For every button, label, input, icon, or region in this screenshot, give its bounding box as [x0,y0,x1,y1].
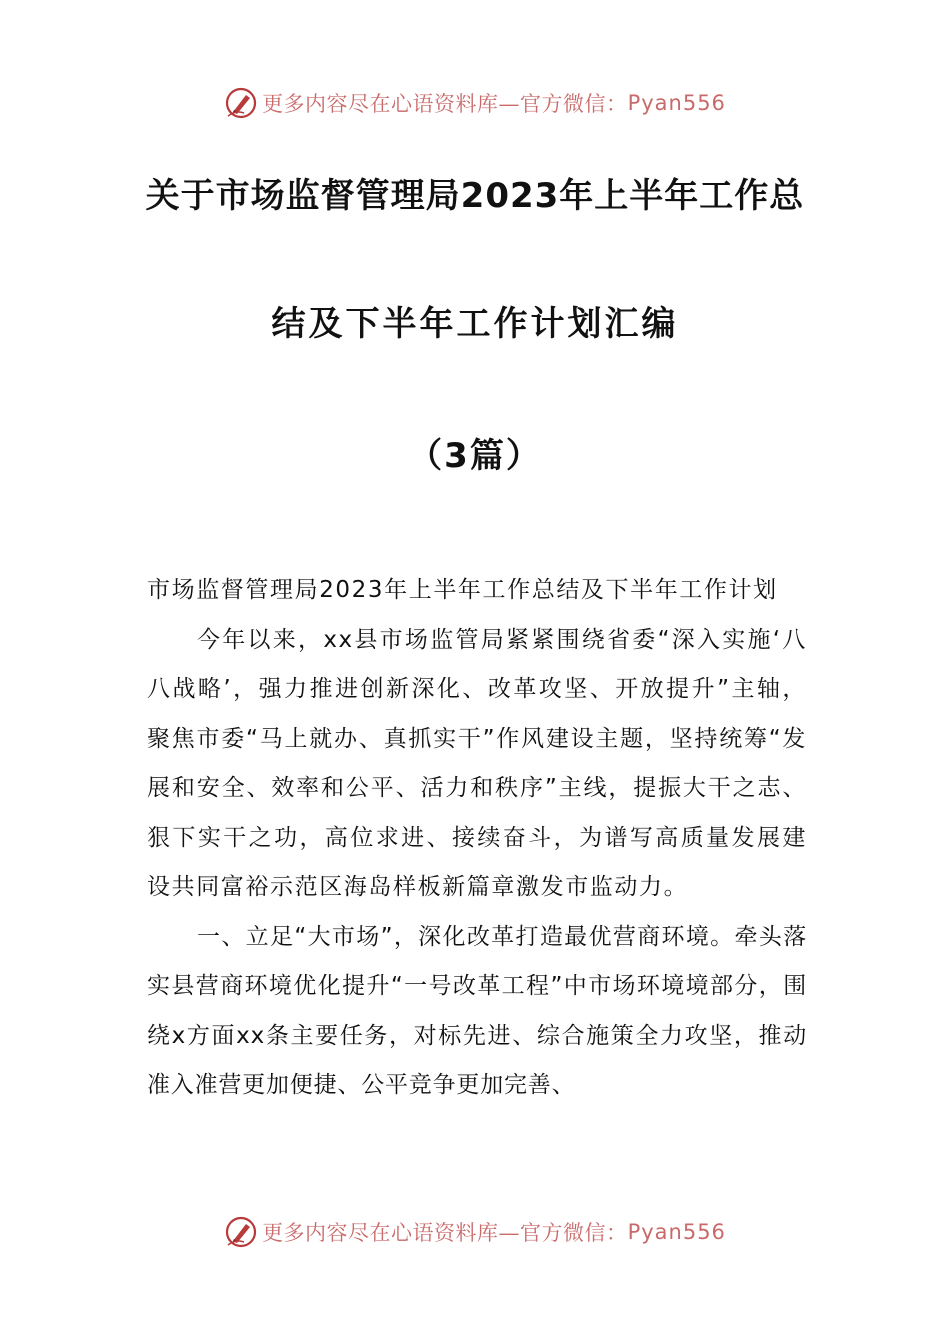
footer-banner [0,1212,950,1252]
banner-wechat-id: Pyan556 [627,1220,726,1244]
document-body [147,566,807,1111]
article-title: 市场监督管理局2023年上半年工作总结及下半年工作计划 [147,577,778,603]
banner-slogan: 更多内容尽在心语资料库—官方微信： [262,1221,628,1245]
paragraph-intro: 今年以来，xx县市场监管局紧紧围绕省委“深入实施‘八八战略’，强力推进创新深化、改革攻坚、开放提升”主轴，聚焦市委“马上就办、真抓实干”作风建设主题，坚持统筹“发展和安全、效率和公平、活力和秩序”主线，提振大干之志、狠下实干之功，高位求进、接续奋斗，为谱写高质量发展建设共同富裕示范区海岛样板新篇章激发市监动力。 [147,626,807,900]
document-title-line-2: 结及下半年工作计划汇编 [271,304,679,344]
paragraph-section-one: 一、立足“大市场”，深化改革打造最优营商环境。牵头落实县营商环境优化提升“一号改革工程”中市场环境境部分，围绕x方面xx条主要任务，对标先进、综合施策全力攻坚，推动准入准营更加便捷、公平竞争更加完善、 [147,923,807,1098]
pen-logo-icon [224,1215,258,1249]
header-banner [0,83,950,123]
document-title-line-1: 关于市场监督管理局2023年上半年工作总 [145,176,805,216]
pen-logo-icon [224,86,258,120]
document-article-count: （3篇） [408,436,542,476]
banner-wechat-id: Pyan556 [627,91,726,115]
banner-slogan: 更多内容尽在心语资料库—官方微信： [262,92,628,116]
